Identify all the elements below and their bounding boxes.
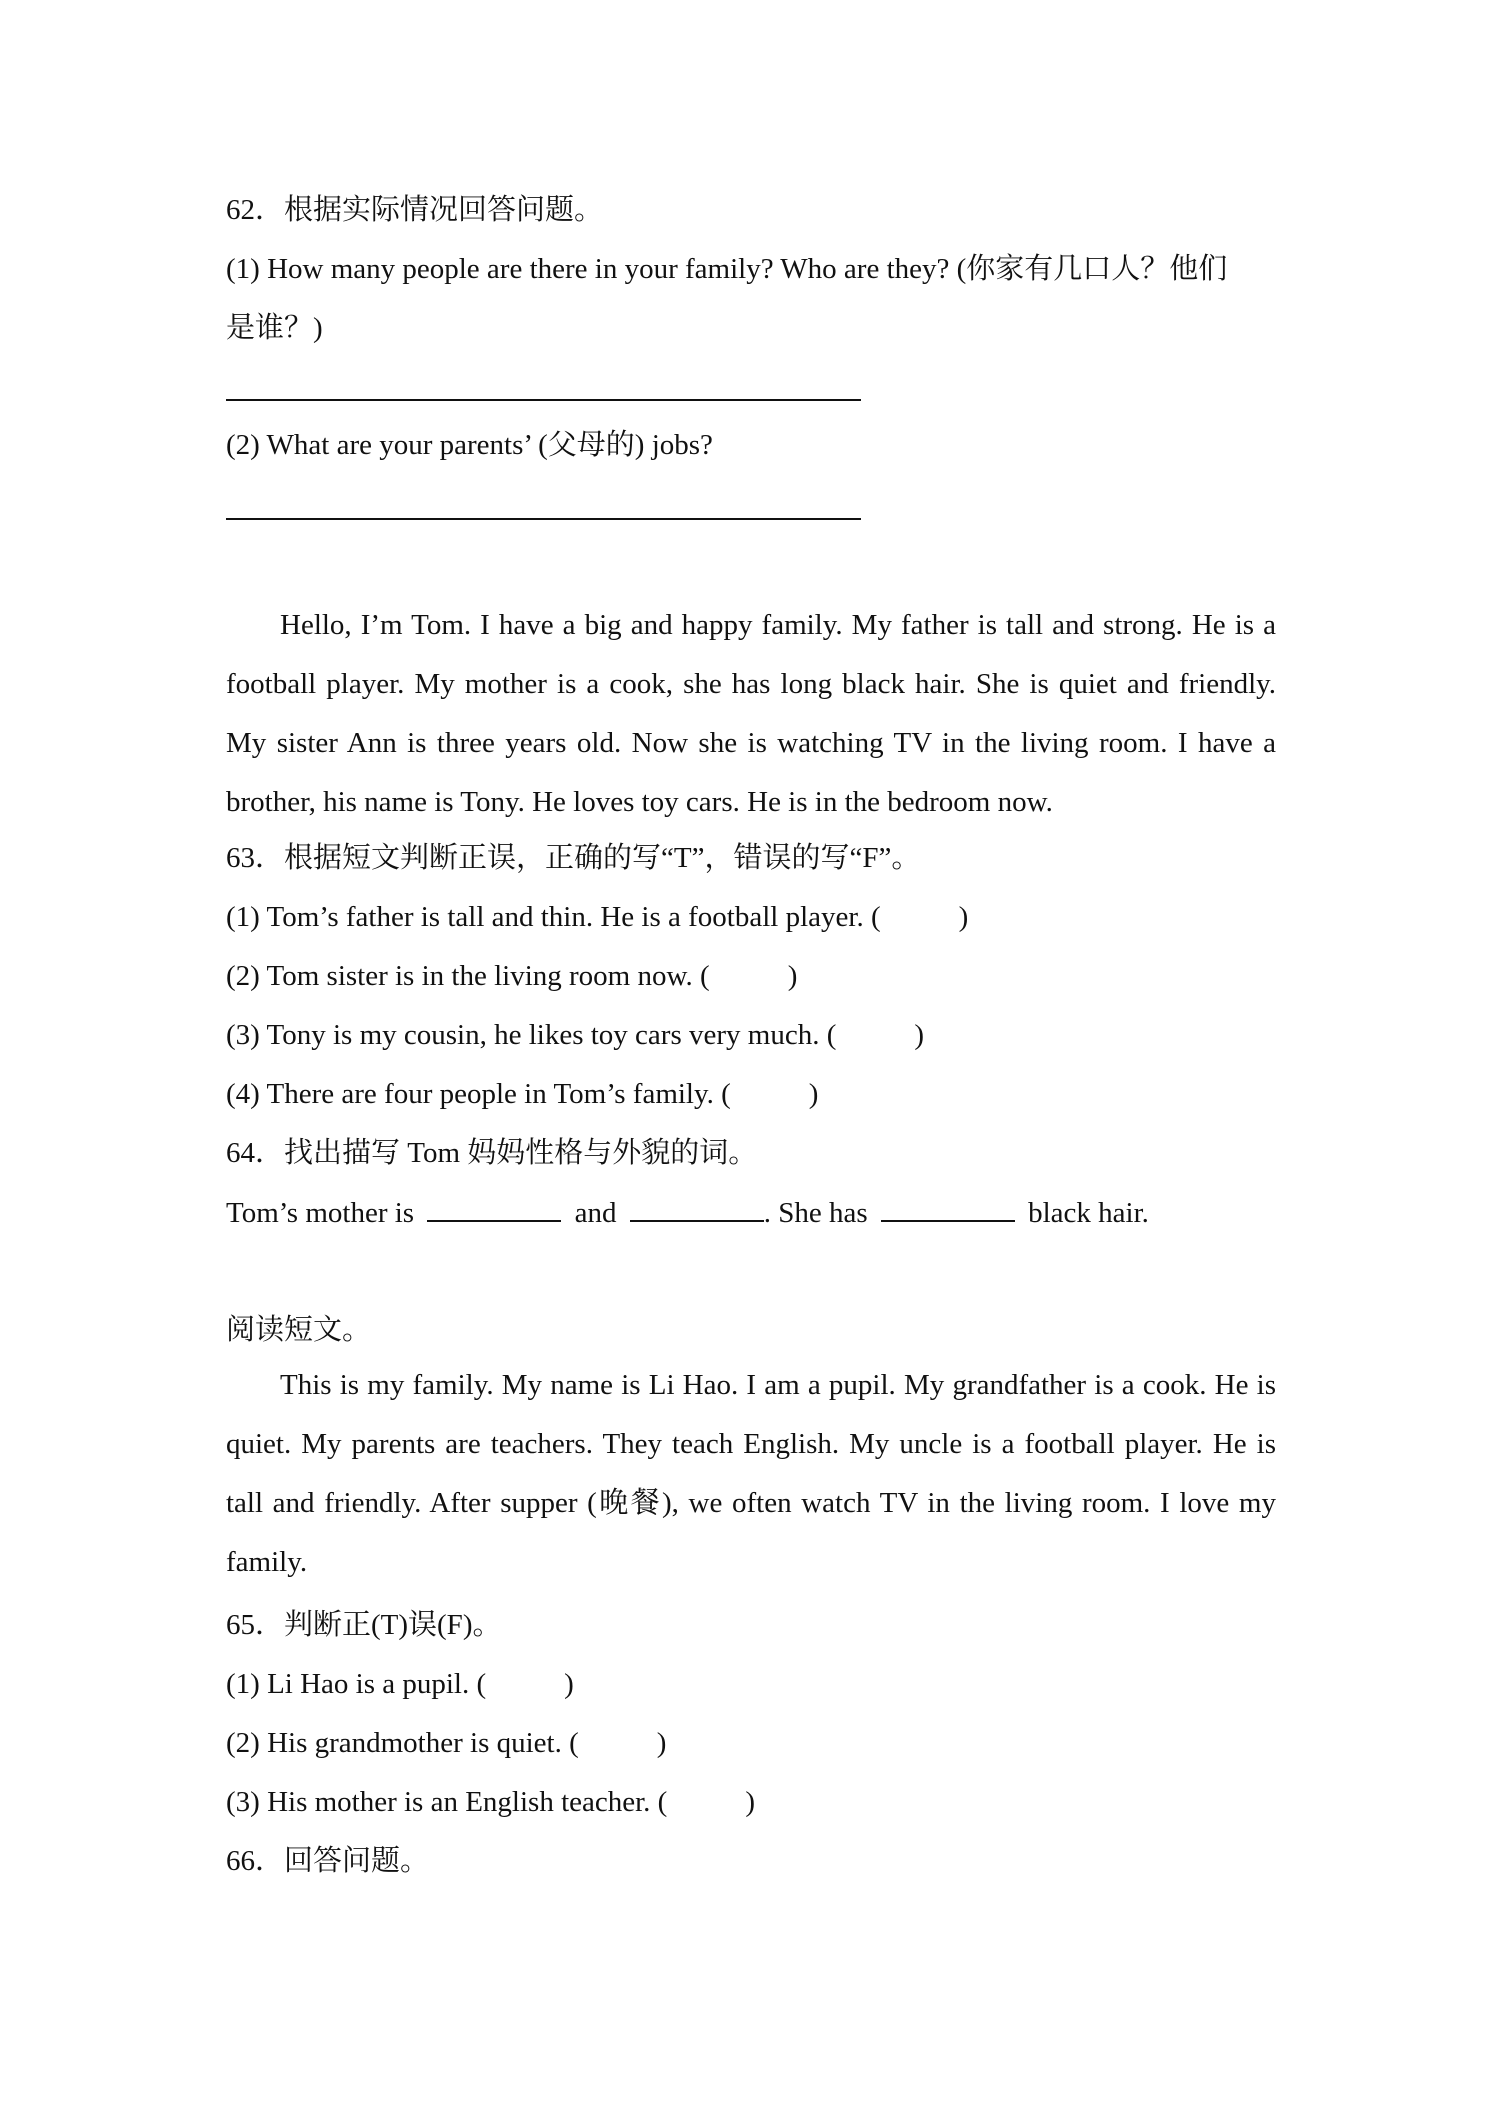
item-text: (1) Tom’s father is tall and thin. He is a football player. ( <box>226 901 881 933</box>
item-text: (2) Tom sister is in the living room now. ( <box>226 960 710 992</box>
question-64-fill <box>226 1192 1276 1233</box>
fill-text-3: . She has <box>763 1197 868 1229</box>
fill-text-1: Tom’s mother is <box>226 1197 415 1229</box>
question-65-title: 65．判断正(T)误(F)。 <box>226 1609 502 1641</box>
section-2-heading: 阅读短文。 <box>226 1314 372 1346</box>
close-paren: ) <box>958 901 969 933</box>
question-62-sub1-line1: (1) How many people are there in your family? Who are they? (你家有几口人？他们 <box>226 253 1228 285</box>
close-paren: ) <box>564 1668 574 1700</box>
blank-2[interactable] <box>630 1192 764 1222</box>
close-paren: ) <box>808 1078 819 1110</box>
question-63-title: 63．根据短文判断正误，正确的写“T”，错误的写“F”。 <box>226 842 921 874</box>
passage-1: Hello, I’m Tom. I have a big and happy family. My father is tall and strong. He is a football player. My mother is a cook, she has long black hair. She is quiet and friendly. My sister Ann is three years old. Now she is watching TV in the living room. I have a brother, his name is Tony. He loves toy cars. He is in the bedroom now. <box>226 609 1276 818</box>
close-paren: ) <box>745 1786 756 1818</box>
blank-1[interactable] <box>427 1192 561 1222</box>
item-text: (3) Tony is my cousin, he likes toy cars very much. ( <box>226 1019 837 1051</box>
answer-line-2[interactable] <box>226 518 861 520</box>
close-paren: ) <box>787 960 798 992</box>
fill-text-2: and <box>574 1197 617 1229</box>
question-62-sub2: (2) What are your parents’ (父母的) jobs? <box>226 429 713 461</box>
question-65-item-1 <box>226 1664 1276 1704</box>
question-64-title: 64．找出描写 Tom 妈妈性格与外貌的词。 <box>226 1137 758 1169</box>
question-65-item-2 <box>226 1723 1276 1763</box>
item-text: (2) His grandmother is quiet. ( <box>226 1727 579 1759</box>
question-63-item-2 <box>226 956 1276 996</box>
close-paren: ) <box>656 1727 667 1759</box>
question-66-title: 66．回答问题。 <box>226 1845 430 1877</box>
question-62-sub1-line2: 是谁？) <box>226 312 323 344</box>
item-text: (1) Li Hao is a pupil. ( <box>226 1668 487 1700</box>
item-text: (4) There are four people in Tom’s family. ( <box>226 1078 731 1110</box>
question-63-item-4 <box>226 1074 1276 1114</box>
blank-3[interactable] <box>881 1192 1015 1222</box>
item-text: (3) His mother is an English teacher. ( <box>226 1786 668 1818</box>
passage-2: This is my family. My name is Li Hao. I am a pupil. My grandfather is a cook. He is quiet. My parents are teachers. They teach English. My uncle is a football player. He is tall and friendly. After supper (晚餐), we often watch TV in the living room. I love my family. <box>226 1369 1276 1578</box>
answer-line-1[interactable] <box>226 399 861 401</box>
fill-text-4: black hair. <box>1028 1197 1149 1229</box>
question-62-title: 62．根据实际情况回答问题。 <box>226 194 604 226</box>
close-paren: ) <box>914 1019 925 1051</box>
question-63-item-1 <box>226 897 1276 937</box>
question-63-item-3 <box>226 1015 1276 1055</box>
question-65-item-3 <box>226 1782 1276 1822</box>
